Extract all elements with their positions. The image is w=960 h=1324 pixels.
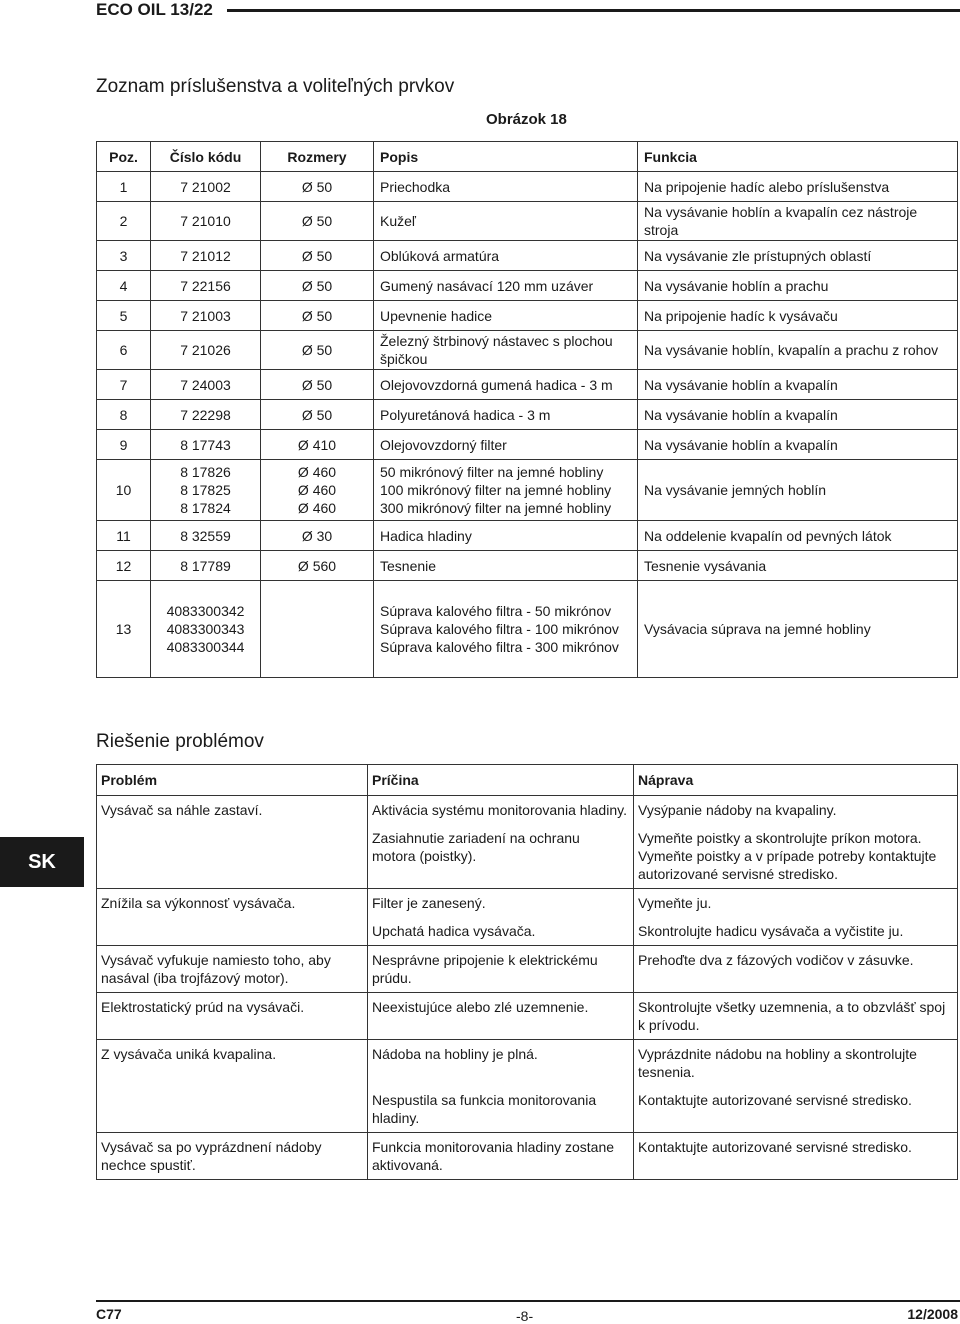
dimension-cell-line: Ø 460 xyxy=(297,464,337,480)
dimension-cell: Ø 50 xyxy=(261,202,374,241)
description-cell xyxy=(374,581,638,678)
cause-cell: Funkcia monitorovania hladiny zostane aktivovaná. xyxy=(368,1133,634,1180)
description-cell: Gumený nasávací 120 mm uzáver xyxy=(374,271,638,301)
position-cell: 10 xyxy=(97,460,151,521)
description-cell: Olejovovzdorná gumená hadica - 3 m xyxy=(374,370,638,400)
code-cell: 7 22298 xyxy=(151,400,261,430)
cause-cell: Nespustila sa funkcia monitorovania hladiny. xyxy=(368,1086,634,1133)
cause-cell: Filter je zanesený. xyxy=(368,889,634,918)
description-cell: Tesnenie xyxy=(374,551,638,581)
position-cell: 6 xyxy=(97,331,151,370)
page-header xyxy=(0,0,960,22)
remedy-cell: Kontaktujte autorizované servisné stredisko. xyxy=(634,1133,958,1180)
function-cell: Na oddelenie kvapalín od pevných látok xyxy=(638,521,958,551)
column-header-code: Číslo kódu xyxy=(151,142,261,172)
dimension-cell: Ø 50 xyxy=(261,241,374,271)
column-header-remedy: Náprava xyxy=(634,765,958,796)
table-row xyxy=(97,917,958,946)
function-cell: Na vysávanie hoblín a kvapalín xyxy=(638,370,958,400)
position-cell: 2 xyxy=(97,202,151,241)
column-header-problem: Problém xyxy=(97,765,368,796)
dimension-cell-line: Ø 460 xyxy=(297,500,337,516)
column-header-cause: Príčina xyxy=(368,765,634,796)
table-row xyxy=(97,1086,958,1133)
position-cell: 11 xyxy=(97,521,151,551)
code-cell: 8 17743 xyxy=(151,430,261,460)
description-cell: Železný štrbinový nástavec s plochou špičkou xyxy=(374,331,638,370)
remedy-cell: Vymeňte ju. xyxy=(634,889,958,918)
position-cell: 9 xyxy=(97,430,151,460)
problem-cell: Znížila sa výkonnosť vysávača. xyxy=(97,889,368,918)
function-cell: Na pripojenie hadíc alebo príslušenstva xyxy=(638,172,958,202)
position-cell: 7 xyxy=(97,370,151,400)
code-cell: 7 21010 xyxy=(151,202,261,241)
problem-cell: Vysávač vyfukuje namiesto toho, aby nasával (iba trojfázový motor). xyxy=(97,946,368,993)
description-cell-line: Súprava kalového filtra - 300 mikrónov xyxy=(380,639,619,655)
code-cell xyxy=(151,460,261,521)
description-cell: Oblúková armatúra xyxy=(374,241,638,271)
problem-cell: Vysávač sa po vyprázdnení nádoby nechce spustiť. xyxy=(97,1133,368,1180)
description-cell-line: 50 mikrónový filter na jemné hobliny xyxy=(380,464,604,480)
remedy-cell: Vymeňte poistky a skontrolujte príkon motora. Vymeňte poistky a v prípade potreby kontaktujte autorizované servisné stredisko. xyxy=(634,824,958,889)
problem-cell xyxy=(97,1086,368,1133)
function-cell: Na vysávanie hoblín a kvapalín cez nástroje stroja xyxy=(638,202,958,241)
remedy-cell: Vyprázdnite nádobu na hobliny a skontrolujte tesnenia. xyxy=(634,1040,958,1087)
cause-cell: Zasiahnutie zariadení na ochranu motora (poistky). xyxy=(368,824,634,889)
table-row xyxy=(97,271,958,301)
dimension-cell: Ø 560 xyxy=(261,551,374,581)
dimension-cell: Ø 50 xyxy=(261,370,374,400)
table-row xyxy=(97,430,958,460)
code-cell: 8 17789 xyxy=(151,551,261,581)
description-cell: Kužeľ xyxy=(374,202,638,241)
description-cell-line: Súprava kalového filtra - 50 mikrónov xyxy=(380,603,612,619)
table-row xyxy=(97,370,958,400)
accessories-table xyxy=(96,141,958,678)
position-cell: 1 xyxy=(97,172,151,202)
footer-rule xyxy=(96,1300,960,1302)
table-row xyxy=(97,824,958,889)
code-cell-line: 4083300342 xyxy=(166,603,245,619)
table-row xyxy=(97,400,958,430)
position-cell: 8 xyxy=(97,400,151,430)
description-cell: Polyuretánová hadica - 3 m xyxy=(374,400,638,430)
code-cell: 7 21026 xyxy=(151,331,261,370)
function-cell: Na vysávanie hoblín a kvapalín xyxy=(638,430,958,460)
cause-cell: Neexistujúce alebo zlé uzemnenie. xyxy=(368,993,634,1040)
figure-label: Obrázok 18 xyxy=(486,111,567,128)
function-cell: Vysávacia súprava na jemné hobliny xyxy=(638,581,958,678)
description-cell: Priechodka xyxy=(374,172,638,202)
table-row xyxy=(97,202,958,241)
table-row xyxy=(97,1133,958,1180)
dimension-cell xyxy=(261,460,374,521)
problem-cell xyxy=(97,824,368,889)
table-row xyxy=(97,301,958,331)
table-row xyxy=(97,889,958,918)
table-row xyxy=(97,581,958,678)
column-header-position: Poz. xyxy=(97,142,151,172)
table-row xyxy=(97,331,958,370)
position-cell: 3 xyxy=(97,241,151,271)
remedy-cell: Skontrolujte hadicu vysávača a vyčistite ju. xyxy=(634,917,958,946)
description-cell: Upevnenie hadice xyxy=(374,301,638,331)
dimension-cell-line: Ø 460 xyxy=(297,482,337,498)
description-cell xyxy=(374,460,638,521)
code-cell-line: 4083300344 xyxy=(166,639,245,655)
footer-model: C77 xyxy=(96,1306,122,1322)
table-row xyxy=(97,172,958,202)
code-cell: 7 22156 xyxy=(151,271,261,301)
table-header-row xyxy=(97,765,958,796)
cause-cell: Aktivácia systému monitorovania hladiny. xyxy=(368,796,634,825)
table-row xyxy=(97,460,958,521)
problem-cell: Vysávač sa náhle zastaví. xyxy=(97,796,368,825)
code-cell-line: 8 17825 xyxy=(180,482,231,498)
table-row xyxy=(97,241,958,271)
column-header-function: Funkcia xyxy=(638,142,958,172)
column-header-dimensions: Rozmery xyxy=(261,142,374,172)
function-cell: Na vysávanie zle prístupných oblastí xyxy=(638,241,958,271)
function-cell: Tesnenie vysávania xyxy=(638,551,958,581)
position-cell: 12 xyxy=(97,551,151,581)
dimension-cell xyxy=(261,581,374,678)
function-cell: Na pripojenie hadíc k vysávaču xyxy=(638,301,958,331)
table-header-row xyxy=(97,142,958,172)
position-cell: 4 xyxy=(97,271,151,301)
code-cell-line: 8 17826 xyxy=(180,464,231,480)
remedy-cell: Skontrolujte všetky uzemnenia, a to obzvlášť spoj k prívodu. xyxy=(634,993,958,1040)
language-tab: SK xyxy=(0,837,84,887)
function-cell: Na vysávanie hoblín a prachu xyxy=(638,271,958,301)
description-cell-line: 100 mikrónový filter na jemné hobliny xyxy=(380,482,612,498)
problem-cell: Z vysávača uniká kvapalina. xyxy=(97,1040,368,1087)
dimension-cell: Ø 50 xyxy=(261,271,374,301)
accessories-title: Zoznam príslušenstva a voliteľných prvkov xyxy=(96,76,455,97)
remedy-cell: Vysýpanie nádoby na kvapaliny. xyxy=(634,796,958,825)
code-cell xyxy=(151,581,261,678)
position-cell: 13 xyxy=(97,581,151,678)
table-row xyxy=(97,551,958,581)
function-cell: Na vysávanie hoblín, kvapalín a prachu z rohov xyxy=(638,331,958,370)
table-row xyxy=(97,993,958,1040)
problem-cell xyxy=(97,917,368,946)
document-title: ECO OIL 13/22 xyxy=(96,0,227,20)
dimension-cell: Ø 50 xyxy=(261,172,374,202)
dimension-cell: Ø 410 xyxy=(261,430,374,460)
code-cell: 7 21002 xyxy=(151,172,261,202)
remedy-cell: Kontaktujte autorizované servisné stredisko. xyxy=(634,1086,958,1133)
problem-cell: Elektrostatický prúd na vysávači. xyxy=(97,993,368,1040)
cause-cell: Upchatá hadica vysávača. xyxy=(368,917,634,946)
description-cell: Hadica hladiny xyxy=(374,521,638,551)
table-row xyxy=(97,521,958,551)
code-cell: 7 24003 xyxy=(151,370,261,400)
troubleshooting-title: Riešenie problémov xyxy=(96,731,264,752)
cause-cell: Nádoba na hobliny je plná. xyxy=(368,1040,634,1087)
position-cell: 5 xyxy=(97,301,151,331)
dimension-cell: Ø 50 xyxy=(261,331,374,370)
footer-date: 12/2008 xyxy=(907,1306,958,1322)
cause-cell: Nesprávne pripojenie k elektrickému prúdu. xyxy=(368,946,634,993)
code-cell: 8 32559 xyxy=(151,521,261,551)
table-row xyxy=(97,796,958,825)
troubleshooting-table xyxy=(96,764,958,1180)
dimension-cell: Ø 30 xyxy=(261,521,374,551)
dimension-cell: Ø 50 xyxy=(261,400,374,430)
remedy-cell: Prehoďte dva z fázových vodičov v zásuvke. xyxy=(634,946,958,993)
description-cell-line: 300 mikrónový filter na jemné hobliny xyxy=(380,500,612,516)
code-cell: 7 21003 xyxy=(151,301,261,331)
function-cell: Na vysávanie jemných hoblín xyxy=(638,460,958,521)
function-cell: Na vysávanie hoblín a kvapalín xyxy=(638,400,958,430)
dimension-cell: Ø 50 xyxy=(261,301,374,331)
code-cell-line: 8 17824 xyxy=(180,500,231,516)
column-header-description: Popis xyxy=(374,142,638,172)
code-cell: 7 21012 xyxy=(151,241,261,271)
table-row xyxy=(97,946,958,993)
page-number: -8- xyxy=(516,1308,534,1324)
code-cell-line: 4083300343 xyxy=(166,621,245,637)
table-row xyxy=(97,1040,958,1087)
description-cell-line: Súprava kalového filtra - 100 mikrónov xyxy=(380,621,619,637)
description-cell: Olejovovzdorný filter xyxy=(374,430,638,460)
